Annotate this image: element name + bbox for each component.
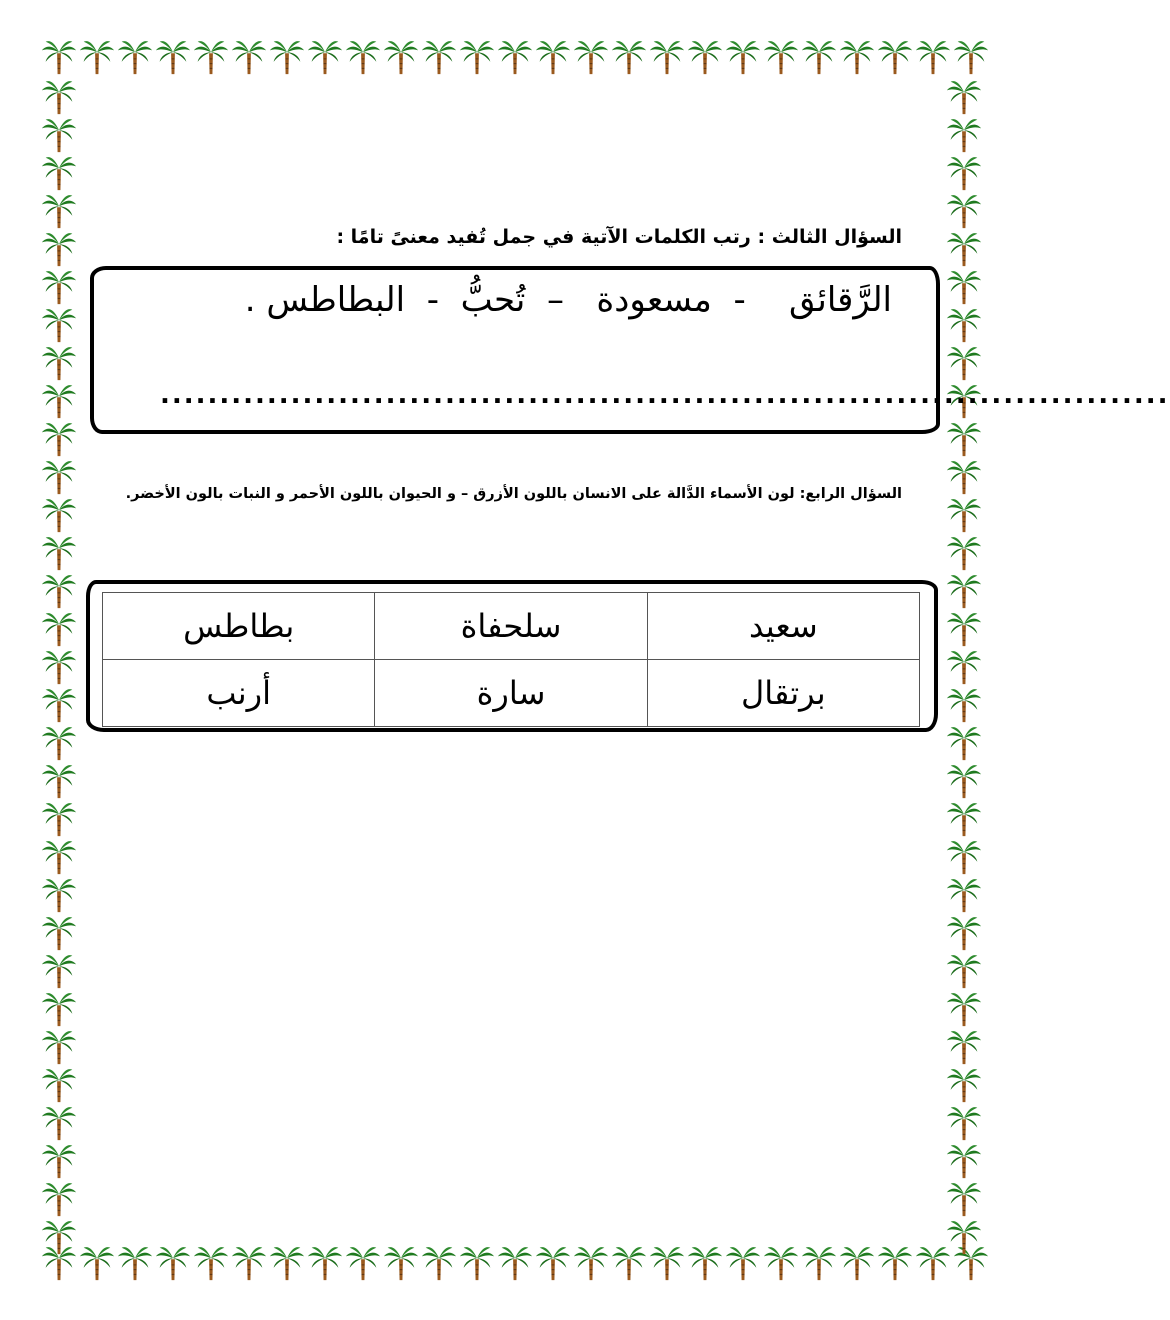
palm-tree-icon: [724, 1244, 762, 1282]
palm-tree-icon: [192, 38, 230, 76]
palm-tree-icon: [945, 990, 983, 1028]
palm-tree-icon: [458, 1244, 496, 1282]
palm-tree-icon: [945, 306, 983, 344]
palm-tree-icon: [458, 38, 496, 76]
palm-tree-icon: [40, 116, 78, 154]
palm-tree-icon: [40, 38, 78, 76]
scrambled-words: الرَّقائق - مسعودة – تُحبُّ - البطاطس .: [244, 280, 892, 320]
palm-tree-icon: [945, 1066, 983, 1104]
palm-tree-icon: [40, 952, 78, 990]
palm-tree-icon: [40, 1142, 78, 1180]
palm-tree-icon: [762, 1244, 800, 1282]
palm-tree-icon: [724, 38, 762, 76]
palm-tree-icon: [945, 344, 983, 382]
table-row: [103, 660, 920, 727]
palm-tree-icon: [40, 1218, 78, 1256]
palm-tree-icon: [496, 1244, 534, 1282]
palm-tree-icon: [945, 876, 983, 914]
palm-tree-icon: [40, 192, 78, 230]
palm-border-bottom: [40, 1244, 985, 1284]
palm-tree-icon: [40, 306, 78, 344]
palm-tree-icon: [116, 1244, 154, 1282]
palm-tree-icon: [534, 1244, 572, 1282]
palm-tree-icon: [876, 1244, 914, 1282]
question3-title: السؤال الثالث : رتب الكلمات الآتية في جمل تُفيد معنىً تامًا :: [336, 226, 902, 248]
palm-tree-icon: [945, 116, 983, 154]
palm-tree-icon: [945, 1180, 983, 1218]
palm-tree-icon: [945, 420, 983, 458]
palm-tree-icon: [192, 1244, 230, 1282]
question4-title: السؤال الرابع: لون الأسماء الدَّالة على الانسان باللون الأزرق – و الحيوان باللون الأحمر و النبات بالون الأخضر.: [125, 486, 902, 502]
palm-tree-icon: [40, 458, 78, 496]
palm-tree-icon: [945, 192, 983, 230]
table-cell[interactable]: سلحفاة: [375, 593, 647, 660]
palm-tree-icon: [945, 268, 983, 306]
palm-tree-icon: [945, 952, 983, 990]
palm-tree-icon: [945, 686, 983, 724]
table-cell[interactable]: سارة: [375, 660, 647, 727]
palm-tree-icon: [945, 724, 983, 762]
palm-tree-icon: [40, 1028, 78, 1066]
palm-tree-icon: [686, 1244, 724, 1282]
palm-tree-icon: [610, 1244, 648, 1282]
palm-tree-icon: [40, 572, 78, 610]
palm-tree-icon: [945, 572, 983, 610]
palm-tree-icon: [40, 686, 78, 724]
palm-tree-icon: [154, 38, 192, 76]
words-table: [102, 592, 920, 727]
palm-border-top: [40, 38, 985, 78]
palm-tree-icon: [40, 990, 78, 1028]
palm-tree-icon: [40, 496, 78, 534]
palm-tree-icon: [945, 762, 983, 800]
palm-tree-icon: [78, 38, 116, 76]
palm-tree-icon: [800, 38, 838, 76]
palm-tree-icon: [40, 914, 78, 952]
palm-tree-icon: [945, 534, 983, 572]
palm-tree-icon: [40, 268, 78, 306]
palm-tree-icon: [382, 1244, 420, 1282]
palm-tree-icon: [382, 38, 420, 76]
palm-tree-icon: [40, 230, 78, 268]
palm-border-right: [945, 78, 985, 1238]
palm-border-left: [40, 78, 80, 1238]
table-cell[interactable]: سعيد: [647, 593, 919, 660]
palm-tree-icon: [945, 1104, 983, 1142]
palm-tree-icon: [420, 38, 458, 76]
palm-tree-icon: [40, 610, 78, 648]
palm-tree-icon: [945, 838, 983, 876]
palm-tree-icon: [40, 876, 78, 914]
palm-tree-icon: [40, 648, 78, 686]
palm-tree-icon: [116, 38, 154, 76]
palm-tree-icon: [306, 1244, 344, 1282]
palm-tree-icon: [838, 38, 876, 76]
palm-tree-icon: [78, 1244, 116, 1282]
palm-tree-icon: [534, 38, 572, 76]
palm-tree-icon: [648, 1244, 686, 1282]
palm-tree-icon: [945, 1142, 983, 1180]
palm-tree-icon: [945, 458, 983, 496]
palm-tree-icon: [154, 1244, 192, 1282]
palm-tree-icon: [610, 38, 648, 76]
table-row: [103, 593, 920, 660]
palm-tree-icon: [945, 154, 983, 192]
table-cell[interactable]: بطاطس: [103, 593, 375, 660]
palm-tree-icon: [572, 38, 610, 76]
palm-tree-icon: [945, 800, 983, 838]
palm-tree-icon: [230, 38, 268, 76]
palm-tree-icon: [344, 38, 382, 76]
palm-tree-icon: [945, 648, 983, 686]
palm-tree-icon: [40, 1180, 78, 1218]
palm-tree-icon: [40, 420, 78, 458]
palm-tree-icon: [952, 38, 990, 76]
palm-tree-icon: [40, 534, 78, 572]
palm-tree-icon: [40, 1066, 78, 1104]
palm-tree-icon: [648, 38, 686, 76]
palm-tree-icon: [40, 724, 78, 762]
palm-tree-icon: [945, 1218, 983, 1256]
palm-tree-icon: [838, 1244, 876, 1282]
palm-tree-icon: [686, 38, 724, 76]
palm-tree-icon: [762, 38, 800, 76]
palm-tree-icon: [420, 1244, 458, 1282]
palm-tree-icon: [945, 78, 983, 116]
palm-tree-icon: [800, 1244, 838, 1282]
palm-tree-icon: [40, 344, 78, 382]
palm-tree-icon: [945, 496, 983, 534]
palm-tree-icon: [40, 78, 78, 116]
palm-tree-icon: [230, 1244, 268, 1282]
palm-tree-icon: [268, 38, 306, 76]
palm-tree-icon: [40, 382, 78, 420]
palm-tree-icon: [945, 610, 983, 648]
table-cell[interactable]: برتقال: [647, 660, 919, 727]
palm-tree-icon: [40, 762, 78, 800]
palm-tree-icon: [40, 838, 78, 876]
palm-tree-icon: [572, 1244, 610, 1282]
palm-tree-icon: [876, 38, 914, 76]
answer-line[interactable]: .....................................................................................: [160, 380, 1170, 410]
palm-tree-icon: [945, 230, 983, 268]
palm-tree-icon: [945, 1028, 983, 1066]
palm-tree-icon: [344, 1244, 382, 1282]
palm-tree-icon: [914, 38, 952, 76]
palm-tree-icon: [40, 1104, 78, 1142]
palm-tree-icon: [268, 1244, 306, 1282]
palm-tree-icon: [945, 914, 983, 952]
palm-tree-icon: [306, 38, 344, 76]
palm-tree-icon: [40, 800, 78, 838]
table-cell[interactable]: أرنب: [103, 660, 375, 727]
palm-tree-icon: [496, 38, 534, 76]
palm-tree-icon: [40, 154, 78, 192]
